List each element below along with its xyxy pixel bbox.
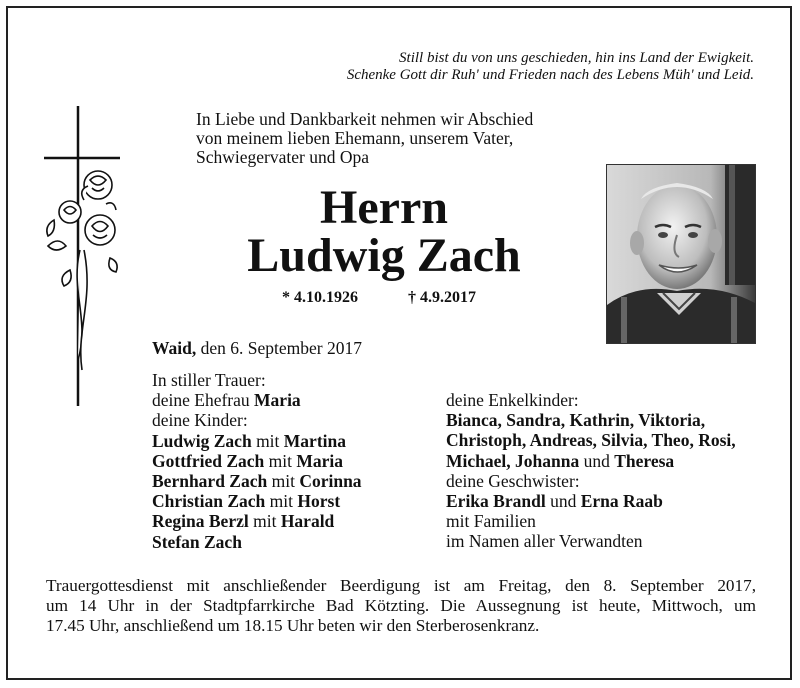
mourner-line xyxy=(446,410,736,430)
birth-date: * 4.10.1926 xyxy=(282,289,358,306)
mourner-line xyxy=(152,491,362,511)
mourner-name: Harald xyxy=(280,511,335,532)
mourner-name: Gottfried Zach xyxy=(152,450,265,471)
mourner-line xyxy=(152,532,362,552)
mourner-text: deine Kinder: xyxy=(152,410,248,431)
mourner-name: Corinna xyxy=(299,471,362,492)
mourner-text: mit xyxy=(251,430,284,451)
mourners-right xyxy=(446,390,736,552)
mourner-line xyxy=(152,431,362,451)
mourner-name: Maria xyxy=(296,450,344,471)
mourner-text: In stiller Trauer: xyxy=(152,370,266,390)
portrait-photo xyxy=(606,164,756,344)
deceased-name: Ludwig Zach xyxy=(247,229,521,282)
mourner-text: mit xyxy=(267,471,300,492)
mourner-name: Bernhard Zach xyxy=(152,471,268,492)
mourner-line xyxy=(446,511,736,531)
mourner-text: deine Geschwister: xyxy=(446,470,580,491)
mourner-line xyxy=(446,491,736,511)
death-date: † 4.9.2017 xyxy=(408,289,476,306)
mourner-name: Regina Berzl xyxy=(152,511,249,532)
mourner-line xyxy=(152,410,362,430)
funeral-line: um 14 Uhr in der Stadtpfarrkirche Bad Kötzting. Die Aussegnung ist heute, Mittwoch, um xyxy=(46,596,756,615)
mourners-left xyxy=(152,370,362,552)
mourner-name: Erika Brandl xyxy=(446,491,546,512)
salutation: Herrn xyxy=(320,181,448,234)
mourner-name: Christian Zach xyxy=(152,491,266,512)
mourner-line xyxy=(152,390,362,410)
mourner-line xyxy=(446,430,736,450)
poem-line: Schenke Gott dir Ruh' und Frieden nach des Lebens Müh' und Leid. xyxy=(346,67,754,83)
intro-line: In Liebe und Dankbarkeit nehmen wir Abschied xyxy=(196,109,534,129)
poem xyxy=(347,50,754,84)
mourner-text: deine Enkelkinder: xyxy=(446,390,579,410)
mourner-line xyxy=(152,471,362,491)
funeral-line: 17.45 Uhr, anschließend um 18.15 Uhr beten wir den Sterberosenkranz. xyxy=(46,616,540,635)
mourner-name: Christoph, Andreas, Silvia, Theo, Rosi, xyxy=(446,430,736,451)
mourner-name: Ludwig Zach xyxy=(152,430,252,451)
funeral-line: Trauergottesdienst mit anschließender Beerdigung ist am Freitag, den 8. September 2017, xyxy=(46,576,756,595)
funeral-info xyxy=(46,576,756,636)
mourner-text: und xyxy=(579,450,615,471)
place: Waid, xyxy=(152,338,197,358)
mourner-line xyxy=(446,390,736,410)
intro-line: Schwiegervater und Opa xyxy=(196,147,369,167)
mourner-name: Horst xyxy=(297,491,341,512)
mourner-name: Maria xyxy=(254,390,301,411)
mourner-name: Michael, Johanna xyxy=(446,450,580,471)
mourner-line xyxy=(446,531,736,551)
place-date xyxy=(152,338,362,359)
mourner-text: mit xyxy=(248,511,281,532)
mourner-line xyxy=(152,451,362,471)
mourner-line xyxy=(152,370,362,390)
mourner-text: und xyxy=(545,491,581,512)
mourner-text: im Namen aller Verwandten xyxy=(446,531,643,552)
mourner-line xyxy=(152,511,362,531)
intro-text xyxy=(196,110,533,167)
poem-line: Still bist du von uns geschieden, hin ins Land der Ewigkeit. xyxy=(399,50,754,66)
mourner-name: Stefan Zach xyxy=(152,531,242,552)
mourner-text: mit Familien xyxy=(446,511,536,532)
mourner-text: deine Ehefrau xyxy=(152,390,255,411)
intro-line: von meinem lieben Ehemann, unserem Vater, xyxy=(196,128,514,148)
date: den 6. September 2017 xyxy=(200,338,362,358)
mourner-name: Theresa xyxy=(614,450,675,471)
mourner-text: mit xyxy=(264,450,297,471)
mourner-name: Erna Raab xyxy=(580,491,663,512)
mourner-line xyxy=(446,471,736,491)
cross-with-roses-icon xyxy=(40,100,124,412)
mourner-name: Martina xyxy=(283,430,346,451)
mourner-line xyxy=(446,451,736,471)
mourner-name: Bianca, Sandra, Kathrin, Viktoria, xyxy=(446,410,706,431)
mourner-text: mit xyxy=(265,491,298,512)
